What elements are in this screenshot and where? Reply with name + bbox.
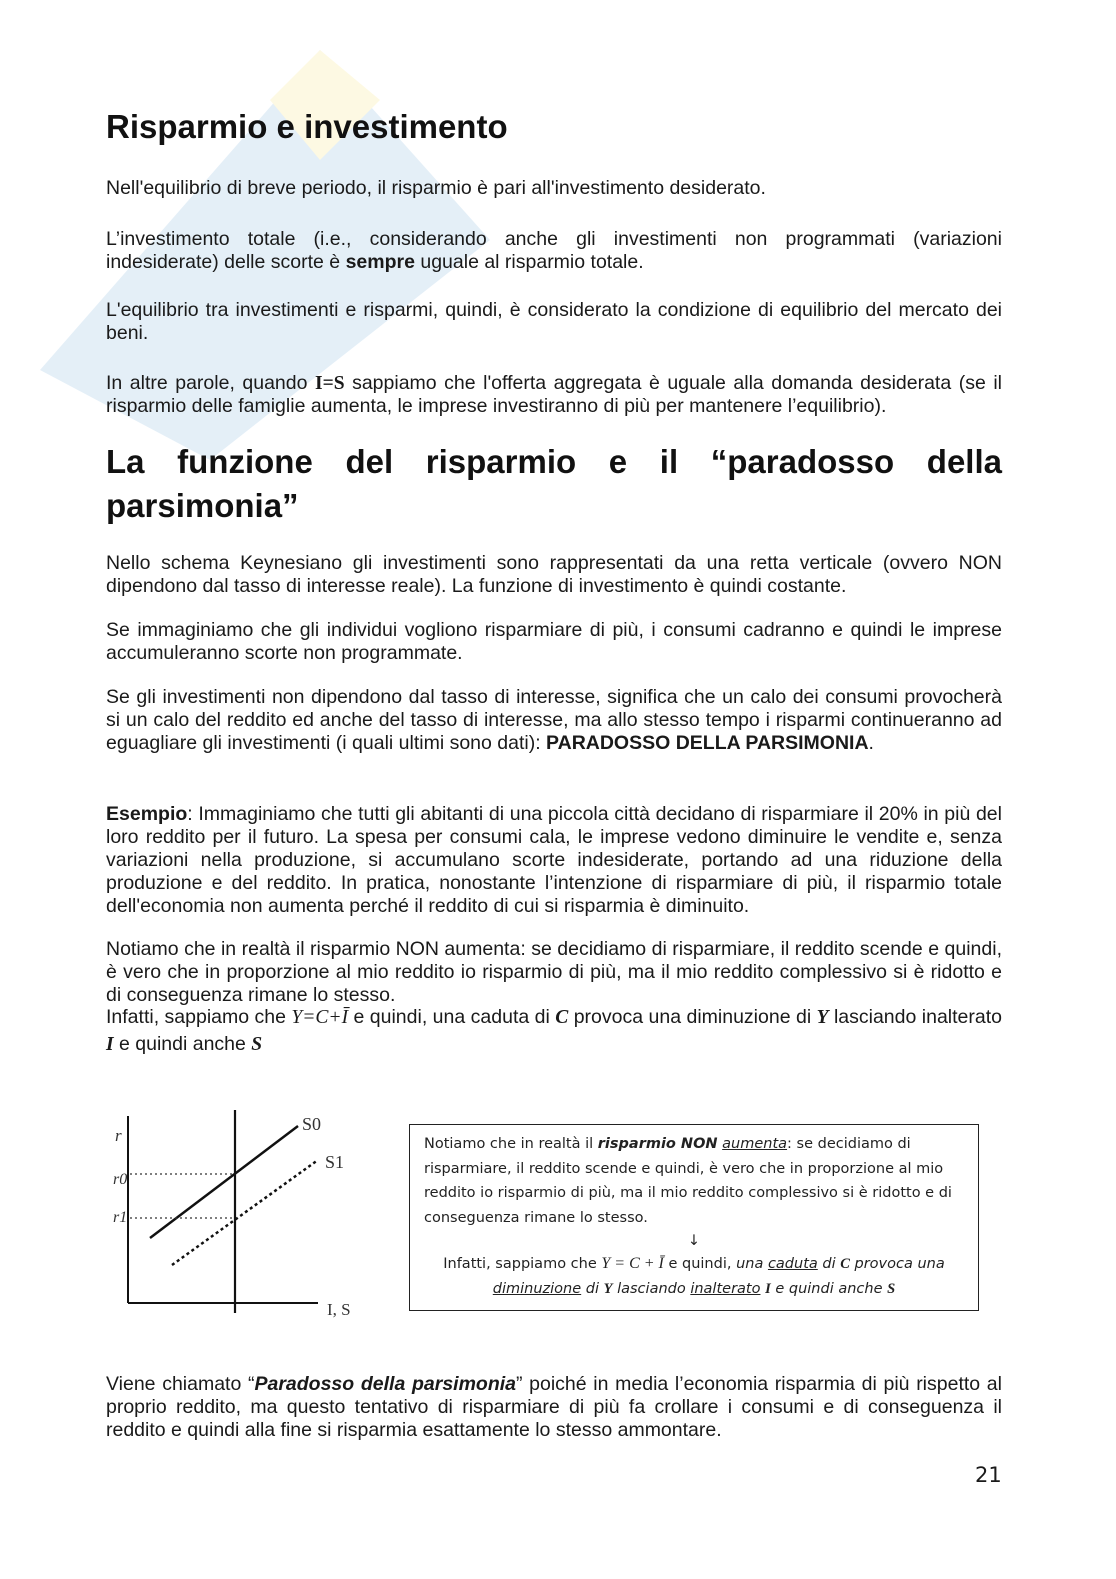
x-axis-label: I, S bbox=[327, 1300, 351, 1319]
savings-investment-graph bbox=[106, 1098, 376, 1328]
box-text-2: Infatti, sappiamo che Y = C + Ī e quindi, una caduta di C provoca una diminuzione di Y lasciando inalterato I e quindi anche S bbox=[443, 1255, 945, 1297]
page-number: 21 bbox=[975, 1463, 1002, 1487]
r1-label: r1 bbox=[113, 1209, 128, 1226]
section-title-paradosso: La funzione del risparmio e il “paradosso della parsimonia” bbox=[106, 443, 1002, 524]
paragraph: Notiamo che in realtà il risparmio NON aumenta: se decidiamo di risparmiare, il reddito scende e quindi, è vero che in proporzione al mio reddito io risparmio di più, ma il mio reddito complessivo si è ridotto e di conseguenza rimane lo stesso. bbox=[106, 938, 1002, 1006]
down-arrow-icon: ↓ bbox=[687, 1233, 701, 1249]
s0-line bbox=[150, 1126, 298, 1238]
summary-box bbox=[409, 1124, 979, 1311]
s0-label: S0 bbox=[302, 1114, 322, 1134]
s1-label: S1 bbox=[325, 1152, 345, 1172]
paragraph: L’investimento totale (i.e., considerando anche gli investimenti non programmati (variazioni indesiderate) delle scorte è sempre uguale al risparmio totale. bbox=[106, 228, 1002, 273]
paragraph-closing: Viene chiamato “Paradosso della parsimonia” poiché in media l’economia risparmia di più rispetto al proprio reddito, ma questo tentativo di risparmiare di più fa crollare i consumi e di conseguenza il reddito e quindi alla fine si risparmia esattamente lo stesso ammontare. bbox=[106, 1373, 1002, 1441]
paragraph-example: Esempio: Immaginiamo che tutti gli abitanti di una piccola città decidano di risparmiare il 20% in più del loro reddito per il futuro. La spesa per consumi cala, le imprese vedono diminuire le vendite e, senza variazioni nella produzione, si accumulano scorte indesiderate, portando ad una riduzione della produzione e del reddito. In pratica, nonostante l’intenzione di risparmiare di più, il risparmio totale dell'economia non aumenta perché il reddito di cui si risparmia è diminuito. bbox=[106, 803, 1002, 917]
paragraph: Se gli investimenti non dipendono dal tasso di interesse, significa che un calo dei consumi provocherà si un calo del reddito ed anche del tasso di interesse, ma allo stesso tempo i risparmi continueranno ad eguagliare gli investimenti (i quali ultimi sono dati): PARADOSSO DELLA PARSIMONIA. bbox=[106, 686, 1002, 754]
paragraph: L'equilibrio tra investimenti e risparmi, quindi, è considerato la condizione di equilibrio del mercato dei beni. bbox=[106, 299, 1002, 344]
y-axis-label: r bbox=[115, 1126, 122, 1145]
box-text-1: Notiamo che in realtà il risparmio NON aumenta: se decidiamo di risparmiare, il reddito scende e quindi, è vero che in proporzione al mio reddito io risparmio di più, ma il mio reddito complessivo si è ridotto e di conseguenza rimane lo stesso. bbox=[424, 1136, 952, 1226]
r0-label: r0 bbox=[113, 1171, 128, 1188]
paragraph: In altre parole, quando I=S sappiamo che l'offerta aggregata è uguale alla domanda desiderata (se il risparmio delle famiglie aumenta, le imprese investiranno di più per mantenere l’equilibrio). bbox=[106, 372, 1002, 417]
paragraph: Nell'equilibrio di breve periodo, il risparmio è pari all'investimento desiderato. bbox=[106, 177, 766, 199]
paragraph-formula: Infatti, sappiamo che Y=C+Ī e quindi, una caduta di C provoca una diminuzione di Y lasciando inalterato I e quindi anche S bbox=[106, 1006, 1002, 1055]
paragraph: Se immaginiamo che gli individui vogliono risparmiare di più, i consumi cadranno e quindi le imprese accumuleranno scorte non programmate. bbox=[106, 619, 1002, 664]
s1-line bbox=[172, 1160, 318, 1265]
section-title-risparmio: Risparmio e investimento bbox=[106, 108, 508, 145]
paragraph: Nello schema Keynesiano gli investimenti sono rappresentati da una retta verticale (ovvero NON dipendono dal tasso di interesse reale). La funzione di investimento è quindi costante. bbox=[106, 552, 1002, 597]
